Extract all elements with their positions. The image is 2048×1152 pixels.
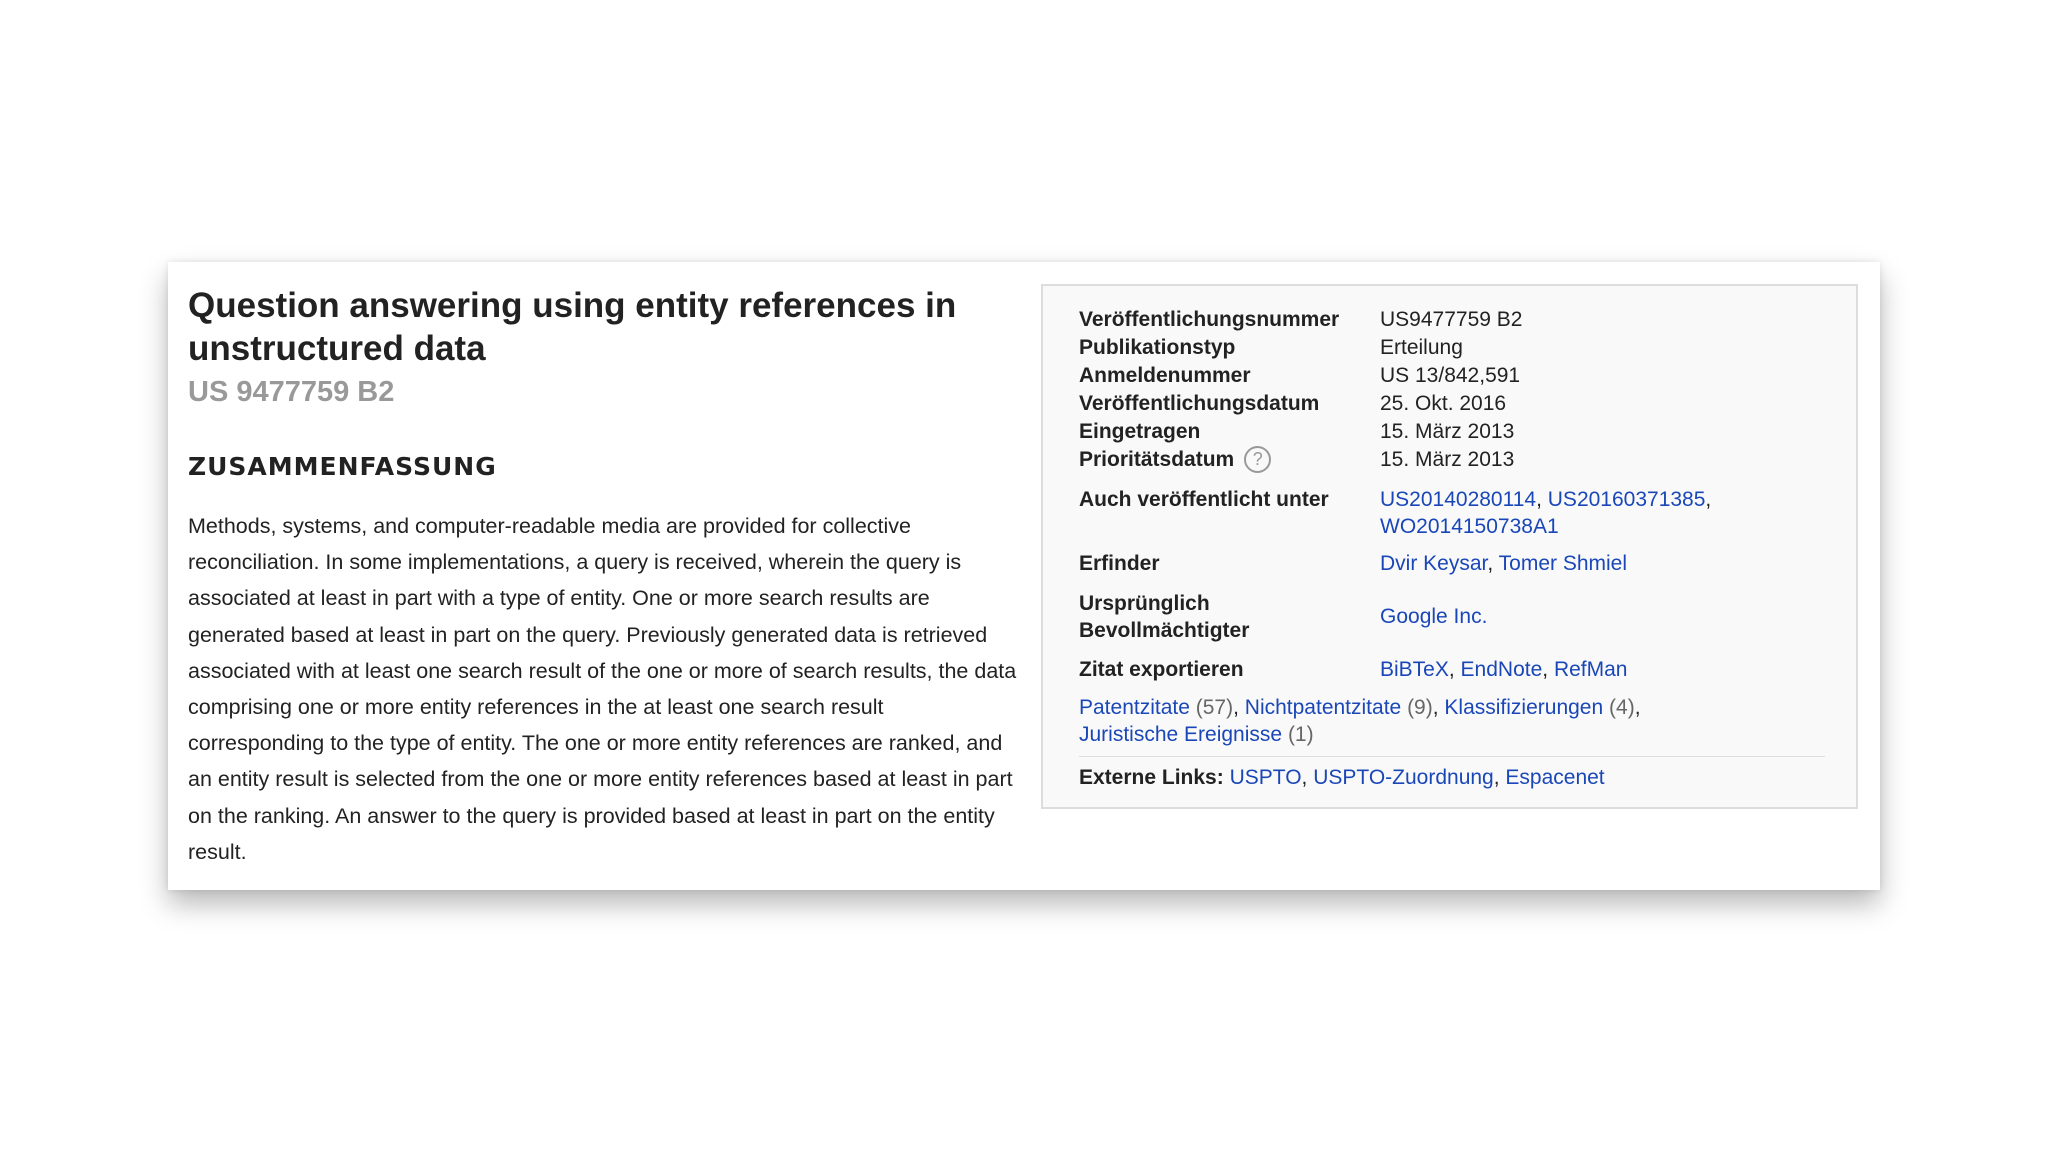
info-value: US9477759 B2 bbox=[1380, 308, 1523, 331]
patent-main-column bbox=[188, 284, 1018, 870]
info-label: Eingetragen bbox=[1079, 420, 1201, 443]
abstract-text: Methods, systems, and computer-readable media are provided for collective reconciliation. In some implementations, a query is received, wherein the query is associated at least in part with a type of entity. One or more search results are generated based at least in part on the query. Previously generated data is retrieved associated with at least one search result of the one or more of search results, the data comprising one or more entity references in the at least one search result corresponding to the type of entity. The one or more entity references are ranked, and an entity result is selected from the one or more entity references based at least in part on the ranking. An answer to the query is provided based at least in part on the entity result. bbox=[188, 514, 1017, 864]
external-links: Externe Links: USPTO, USPTO-Zuordnung, Espacenet bbox=[1079, 766, 1605, 789]
info-row-priority-date bbox=[1079, 446, 1800, 473]
patent-citations-link[interactable]: Patentzitate bbox=[1079, 696, 1190, 719]
info-label: Erfinder bbox=[1079, 552, 1160, 575]
patent-publication-number: US 9477759 B2 bbox=[188, 376, 395, 408]
patent-citations-count: (57) bbox=[1195, 696, 1234, 719]
info-value: Erteilung bbox=[1380, 336, 1463, 359]
info-label-with-help bbox=[1079, 446, 1380, 473]
legal-events-link[interactable]: Juristische Ereignisse bbox=[1079, 723, 1283, 746]
legal-events-count: (1) bbox=[1287, 723, 1314, 746]
nonpatent-citations-count: (9) bbox=[1407, 696, 1433, 719]
info-label: Anmeldenummer bbox=[1079, 364, 1251, 387]
info-value: BiBTeX, EndNote, RefMan bbox=[1380, 658, 1628, 681]
info-value: US 13/842,591 bbox=[1380, 364, 1521, 387]
info-label: Veröffentlichungsnummer bbox=[1079, 308, 1340, 331]
info-label bbox=[1079, 590, 1380, 644]
espacenet-link[interactable]: Espacenet bbox=[1505, 766, 1605, 789]
info-value: Dvir Keysar, Tomer Shmiel bbox=[1380, 552, 1628, 575]
also-published-link[interactable]: WO2014150738A1 bbox=[1380, 515, 1559, 538]
info-row-publication-number bbox=[1079, 306, 1800, 333]
refman-link[interactable]: RefMan bbox=[1553, 658, 1628, 681]
uspto-link[interactable]: USPTO bbox=[1229, 766, 1302, 789]
info-value: 25. Okt. 2016 bbox=[1380, 392, 1507, 415]
also-published-link[interactable]: US20160371385 bbox=[1547, 488, 1706, 511]
info-row-application-number bbox=[1079, 362, 1800, 389]
info-row-assignee bbox=[1079, 590, 1800, 644]
info-value bbox=[1380, 590, 1800, 644]
classifications-count: (4) bbox=[1609, 696, 1635, 719]
abstract-heading: ZUSAMMENFASSUNG bbox=[188, 452, 497, 481]
patent-info-box bbox=[1041, 284, 1858, 809]
info-value: US20140280114, US20160371385, WO2014150738A1 bbox=[1380, 488, 1712, 538]
info-value: 15. März 2013 bbox=[1380, 448, 1515, 471]
info-row-export-citation bbox=[1079, 656, 1800, 683]
citation-counts: Patentzitate (57), Nichtpatentzitate (9), Klassifizierungen (4), Juristische Ereignisse (1) bbox=[1079, 696, 1641, 746]
info-label: Publikationstyp bbox=[1079, 336, 1236, 359]
divider bbox=[1079, 756, 1825, 757]
endnote-link[interactable]: EndNote bbox=[1460, 658, 1543, 681]
info-row-inventors bbox=[1079, 550, 1800, 577]
assignee-link[interactable]: Google Inc. bbox=[1380, 605, 1488, 628]
info-row-also-published bbox=[1079, 486, 1800, 540]
info-value: 15. März 2013 bbox=[1380, 420, 1515, 443]
info-row-publication-type bbox=[1079, 334, 1800, 361]
assignee-label-line1: Ursprünglich bbox=[1079, 592, 1210, 615]
patent-title: Question answering using entity references in unstructured data bbox=[188, 286, 957, 368]
assignee-label-line2: Bevollmächtigter bbox=[1079, 619, 1250, 642]
help-icon[interactable]: ? bbox=[1244, 446, 1271, 473]
info-label: Veröffentlichungsdatum bbox=[1079, 392, 1320, 415]
uspto-assignment-link[interactable]: USPTO-Zuordnung bbox=[1313, 766, 1494, 789]
external-links-label: Externe Links: bbox=[1079, 766, 1224, 789]
bibtex-link[interactable]: BiBTeX bbox=[1380, 658, 1449, 681]
info-label: Auch veröffentlicht unter bbox=[1079, 488, 1329, 511]
inventor-link[interactable]: Dvir Keysar bbox=[1380, 552, 1488, 575]
classifications-link[interactable]: Klassifizierungen bbox=[1444, 696, 1604, 719]
info-row-publication-date bbox=[1079, 390, 1800, 417]
info-label: Zitat exportieren bbox=[1079, 658, 1244, 681]
inventor-link[interactable]: Tomer Shmiel bbox=[1498, 552, 1628, 575]
patent-card bbox=[168, 262, 1880, 890]
info-label: Prioritätsdatum bbox=[1079, 448, 1235, 471]
info-row-filed bbox=[1079, 418, 1800, 445]
also-published-link[interactable]: US20140280114 bbox=[1380, 488, 1537, 511]
nonpatent-citations-link[interactable]: Nichtpatentzitate bbox=[1244, 696, 1402, 719]
